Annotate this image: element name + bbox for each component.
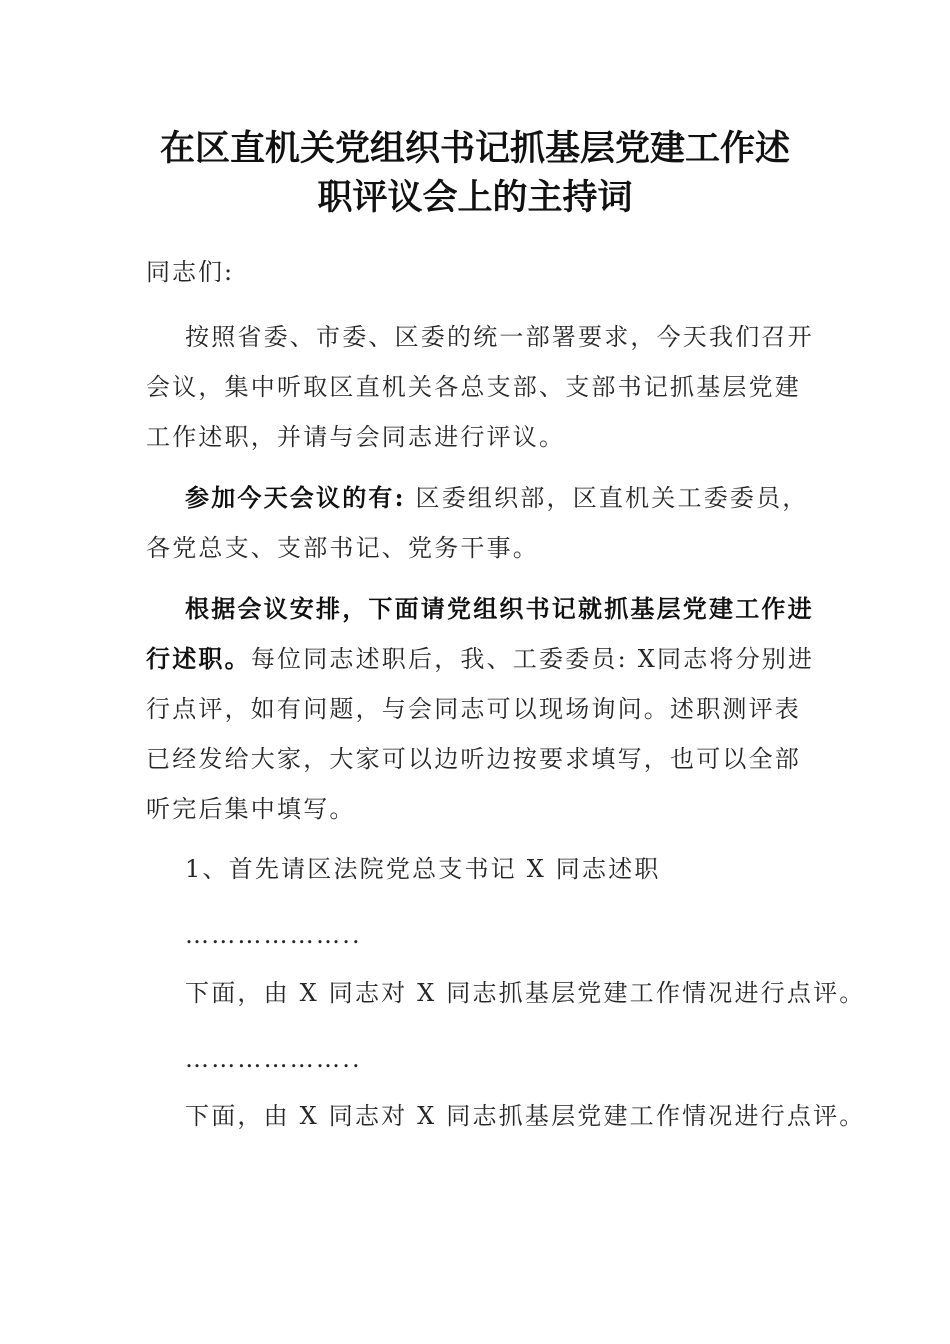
ellipsis-2: ……………….. bbox=[185, 1045, 362, 1073]
paragraph-2-body: 区委组织部，区直机关工委委员，各党总支、支部书记、党务干事。 bbox=[146, 484, 809, 562]
paragraph-3 bbox=[146, 584, 826, 834]
list-item-1: 1、首先请区法院党总支书记 X 同志述职 bbox=[185, 855, 661, 883]
review-line-2: 下面，由 X 同志对 X 同志抓基层党建工作情况进行点评。 bbox=[185, 1102, 866, 1130]
document-title-line1: 在区直机关党组织书记抓基层党建工作述 bbox=[159, 128, 790, 169]
paragraph-3-lead: 根据会议安排，下面请党组织书记就抓基层党建工作进行述职。 bbox=[146, 594, 814, 673]
greeting: 同志们: bbox=[146, 258, 235, 286]
paragraph-2-lead: 参加今天会议的有: bbox=[185, 483, 406, 512]
paragraph-1: 按照省委、市委、区委的统一部署要求，今天我们召开会议，集中听取区直机关各总支部、支部书记抓基层党建工作述职，并请与会同志进行评议。 bbox=[146, 323, 814, 451]
paragraph-2 bbox=[146, 473, 826, 573]
ellipsis-1: ……………….. bbox=[185, 921, 362, 949]
document-title-line2: 职评议会上的主持词 bbox=[317, 177, 633, 218]
review-line-1: 下面，由 X 同志对 X 同志抓基层党建工作情况进行点评。 bbox=[185, 979, 866, 1007]
paragraph-3-body: 每位同志述职后，我、工委委员: X同志将分别进行点评，如有问题，与会同志可以现场询问。述职测评表已经发给大家，大家可以边听边按要求填写，也可以全部听完后集中填写。 bbox=[146, 645, 815, 823]
